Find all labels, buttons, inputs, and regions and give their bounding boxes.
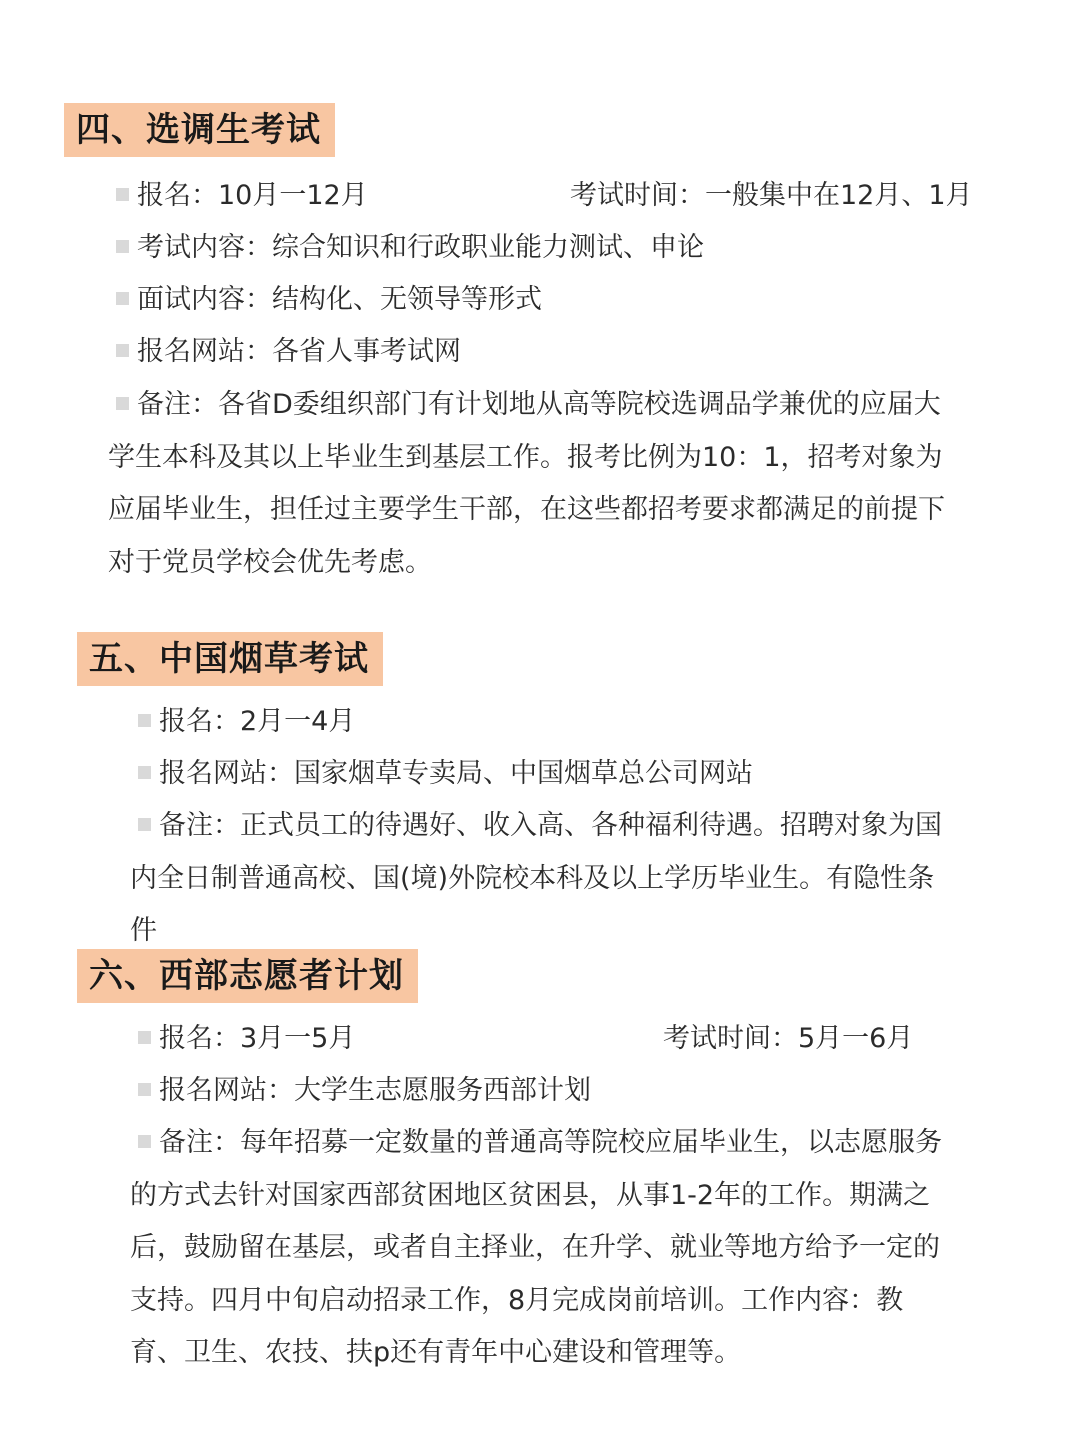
note-line: 件	[130, 915, 157, 946]
note-line: 对于党员学校会优先考虑。	[108, 546, 432, 578]
exam-content-text: 考试内容：综合知识和行政职业能力测试、申论	[137, 232, 704, 263]
section-title: 四、选调生考试	[64, 103, 335, 157]
interview-line	[116, 274, 542, 326]
note-line: 备注：每年招募一定数量的普通高等院校应届毕业生，以志愿服务	[130, 1117, 1020, 1170]
note-line: 内全日制普通高校、国(境)外院校本科及以上学历毕业生。有隐性条	[130, 862, 935, 894]
website-text: 报名网站：大学生志愿服务西部计划	[159, 1075, 591, 1106]
signup-line	[138, 1013, 355, 1065]
signup-text: 报名：2月一4月	[159, 706, 356, 737]
interview-text: 面试内容：结构化、无领导等形式	[137, 284, 542, 315]
signup-text: 报名：3月一5月	[159, 1023, 356, 1054]
note-paragraph	[130, 1117, 1020, 1380]
bullet-square-icon	[138, 766, 151, 779]
bullet-square-icon	[116, 292, 129, 305]
website-line	[138, 1065, 591, 1117]
note-line: 学生本科及其以上毕业生到基层工作。报考比例为10：1，招考对象为	[108, 441, 943, 473]
website-line	[138, 748, 753, 800]
note-line: 备注：各省D委组织部门有计划地从高等院校选调品学兼优的应届大	[108, 379, 1018, 432]
bullet-square-icon	[138, 1031, 151, 1044]
note-paragraph	[130, 800, 1020, 958]
exam-content-line	[116, 222, 704, 274]
bullet-square-icon	[138, 818, 151, 831]
signup-text: 报名：10月一12月	[137, 180, 368, 211]
note-line: 备注：正式员工的待遇好、收入高、各种福利待遇。招聘对象为国	[130, 800, 1020, 853]
exam-time-text: 考试时间：5月一6月	[663, 1023, 914, 1054]
bullet-square-icon	[138, 1083, 151, 1096]
bullet-square-icon	[116, 188, 129, 201]
note-line: 育、卫生、农技、扶p还有青年中心建设和管理等。	[130, 1337, 742, 1368]
note-line: 后，鼓励留在基层，或者自主择业，在升学、就业等地方给予一定的	[130, 1232, 940, 1263]
bullet-square-icon	[116, 344, 129, 357]
note-line: 的方式去针对国家西部贫困地区贫困县，从事1-2年的工作。期满之	[130, 1179, 931, 1211]
note-line: 支持。四月中旬启动招录工作，8月完成岗前培训。工作内容：教	[130, 1284, 904, 1316]
bullet-square-icon	[116, 397, 129, 410]
section-title: 六、西部志愿者计划	[77, 949, 418, 1003]
bullet-square-icon	[138, 1135, 151, 1148]
website-text: 报名网站：国家烟草专卖局、中国烟草总公司网站	[159, 758, 753, 789]
exam-time-text: 考试时间：一般集中在12月、1月	[570, 180, 973, 211]
website-text: 报名网站：各省人事考试网	[137, 336, 461, 367]
note-line: 应届毕业生，担任过主要学生干部，在这些都招考要求都满足的前提下	[108, 494, 945, 525]
note-paragraph	[108, 379, 1018, 589]
bullet-square-icon	[116, 240, 129, 253]
signup-line	[138, 696, 355, 748]
bullet-square-icon	[138, 714, 151, 727]
signup-line	[116, 170, 368, 222]
section-title: 五、中国烟草考试	[77, 632, 383, 686]
website-line	[116, 326, 461, 378]
